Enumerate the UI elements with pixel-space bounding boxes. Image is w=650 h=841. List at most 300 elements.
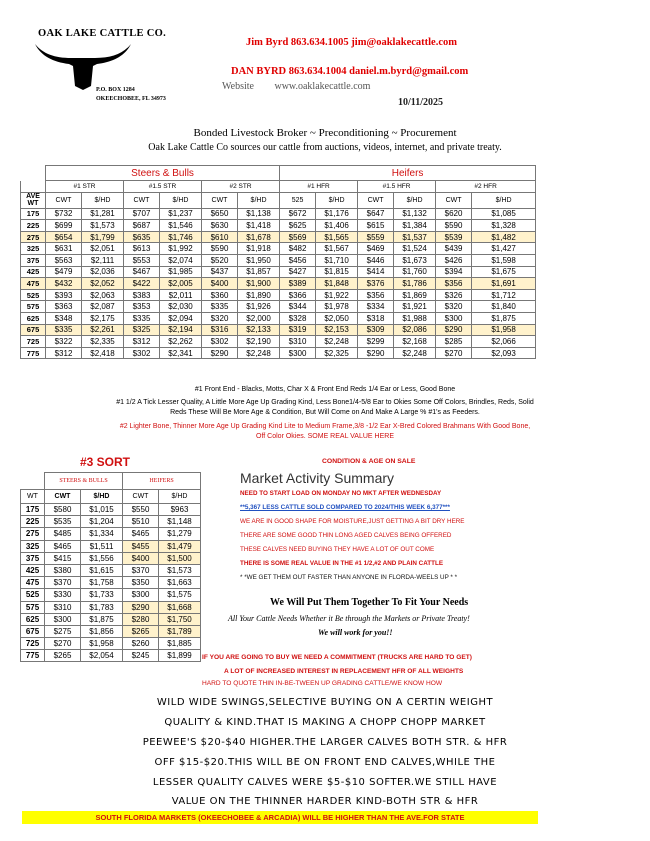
price-cell: $2,000 (238, 312, 280, 324)
price-cell: $469 (358, 243, 394, 255)
weight-cell: 375 (21, 552, 45, 564)
price-cell: $1,985 (160, 266, 202, 278)
website-line (222, 81, 370, 92)
weight-cell: 325 (21, 243, 46, 255)
price-cell: $2,133 (238, 324, 280, 336)
price-cell: $290 (358, 347, 394, 359)
price-cell: $1,710 (316, 254, 358, 266)
market-line: WE ARE IN GOOD SHAPE FOR MOISTURE,JUST GETTING A BIT DRY HERE (240, 518, 465, 525)
price-cell: $290 (202, 347, 238, 359)
price-cell: $1,988 (394, 312, 436, 324)
price-cell: $1,279 (159, 528, 201, 540)
price-cell: $1,760 (394, 266, 436, 278)
sort-row (21, 516, 201, 528)
weight-cell: 325 (21, 540, 45, 552)
price-cell: $380 (45, 564, 81, 576)
price-cell: $360 (202, 289, 238, 301)
price-cell: $310 (45, 601, 81, 613)
price-cell: $1,799 (82, 231, 124, 243)
price-cell: $2,418 (82, 347, 124, 359)
sort-3-table (20, 472, 201, 662)
price-cell: $2,087 (82, 301, 124, 313)
work-for-you: We will work for you!! (318, 628, 393, 637)
price-row (21, 254, 536, 266)
price-cell: $635 (124, 231, 160, 243)
price-row (21, 243, 536, 255)
price-cell: $455 (123, 540, 159, 552)
price-cell: $1,384 (394, 220, 436, 232)
weight-cell: 175 (21, 504, 45, 516)
price-cell: $400 (123, 552, 159, 564)
price-cell: $275 (45, 625, 81, 637)
price-cell: $285 (436, 336, 472, 348)
price-cell: $270 (436, 347, 472, 359)
price-cell: $1,922 (316, 289, 358, 301)
price-cell: $2,341 (160, 347, 202, 359)
weight-cell: 525 (21, 589, 45, 601)
price-cell: $1,575 (159, 589, 201, 601)
commentary-line: VALUE ON THE THINNER HARDER KIND-BOTH STR & HFR (171, 796, 479, 807)
weight-cell: 625 (21, 613, 45, 625)
price-cell: $1,750 (159, 613, 201, 625)
report-date: 10/11/2025 (398, 97, 444, 108)
price-cell: $1,840 (472, 301, 536, 313)
column-header: CWT (358, 192, 394, 208)
price-cell: $1,500 (159, 552, 201, 564)
price-cell: $1,678 (238, 231, 280, 243)
subgroup-label: #1 HFR (280, 181, 358, 193)
price-cell: $353 (124, 301, 160, 313)
price-cell: $2,066 (472, 336, 536, 348)
price-cell: $426 (436, 254, 472, 266)
price-cell: $2,052 (82, 278, 124, 290)
price-cell: $280 (123, 613, 159, 625)
price-cell: $613 (124, 243, 160, 255)
sort-row (21, 650, 201, 662)
sort-row (21, 552, 201, 564)
price-row (21, 289, 536, 301)
weight-cell: 475 (21, 577, 45, 589)
price-cell: $2,050 (316, 312, 358, 324)
price-cell: $335 (46, 324, 82, 336)
price-cell: $1,148 (159, 516, 201, 528)
price-cell: $1,615 (81, 564, 123, 576)
price-cell: $260 (123, 638, 159, 650)
price-cell: $650 (202, 208, 238, 220)
weight-cell: 525 (21, 289, 46, 301)
price-cell: $1,950 (238, 254, 280, 266)
column-header: $/HD (81, 490, 123, 504)
price-cell: $1,138 (238, 208, 280, 220)
price-cell: $1,712 (472, 289, 536, 301)
price-cell: $1,675 (472, 266, 536, 278)
price-row (21, 301, 536, 313)
weight-cell: 725 (21, 638, 45, 650)
price-row (21, 324, 536, 336)
price-cell: $316 (202, 324, 238, 336)
price-cell: $2,262 (160, 336, 202, 348)
price-cell: $270 (45, 638, 81, 650)
price-cell: $439 (436, 243, 472, 255)
weight-cell: 775 (21, 347, 46, 359)
price-cell: $615 (358, 220, 394, 232)
weight-cell: 225 (21, 220, 46, 232)
column-header: $/HD (472, 192, 536, 208)
subgroup-label: #2 STR (202, 181, 280, 193)
price-cell: $432 (46, 278, 82, 290)
price-cell: $1,875 (81, 613, 123, 625)
column-header: CWT (46, 192, 82, 208)
weight-cell: 275 (21, 231, 46, 243)
price-cell: $2,194 (160, 324, 202, 336)
price-cell: $300 (436, 312, 472, 324)
fit-needs-heading: We Will Put Them Together To Fit Your Needs (270, 597, 469, 608)
tagline: Bonded Livestock Broker ~ Preconditioning ~ Procurement (193, 127, 457, 139)
price-cell: $1,815 (316, 266, 358, 278)
price-cell: $1,921 (394, 301, 436, 313)
price-cell: $539 (436, 231, 472, 243)
price-cell: $535 (45, 516, 81, 528)
price-cell: $318 (358, 312, 394, 324)
weight-cell: 675 (21, 324, 46, 336)
price-row (21, 220, 536, 232)
price-cell: $707 (124, 208, 160, 220)
price-cell: $630 (202, 220, 238, 232)
price-cell: $265 (45, 650, 81, 662)
price-cell: $563 (46, 254, 82, 266)
hard-to-quote-note: HARD TO QUOTE THIN IN-BE-TWEEN UP GRADING CATTLE/WE KNOW HOW (202, 680, 443, 687)
price-cell: $2,248 (394, 347, 436, 359)
price-cell: $350 (123, 577, 159, 589)
price-cell: $482 (280, 243, 316, 255)
price-cell: $465 (123, 528, 159, 540)
price-cell: $1,085 (472, 208, 536, 220)
price-cell: $319 (280, 324, 316, 336)
mailing-address (96, 86, 166, 103)
price-cell: $437 (202, 266, 238, 278)
weight-cell: 175 (21, 208, 46, 220)
sub-tagline: Oak Lake Cattle Co sources our cattle from auctions, videos, internet, and private treaty. (148, 142, 502, 153)
price-cell: $647 (358, 208, 394, 220)
price-cell: $1,328 (472, 220, 536, 232)
price-table (20, 165, 536, 359)
price-cell: $2,054 (81, 650, 123, 662)
price-cell: $625 (280, 220, 316, 232)
price-row (21, 266, 536, 278)
price-cell: $1,334 (81, 528, 123, 540)
condition-note: CONDITION & AGE ON SALE (322, 458, 416, 465)
price-cell: $631 (46, 243, 82, 255)
price-cell: $2,063 (82, 289, 124, 301)
commentary-line: PEEWEE'S $20-$40 HIGHER.THE LARGER CALVES BOTH STR. & HFR (142, 737, 508, 748)
sort-row (21, 577, 201, 589)
sort-row (21, 601, 201, 613)
heifers-header: Heifers (280, 166, 536, 181)
price-cell: $485 (45, 528, 81, 540)
price-cell: $2,335 (82, 336, 124, 348)
market-summary-title: Market Activity Summary (240, 470, 395, 486)
price-cell: $325 (124, 324, 160, 336)
price-cell: $699 (46, 220, 82, 232)
price-cell: $302 (202, 336, 238, 348)
price-cell: $479 (46, 266, 82, 278)
sort-steers-header: STEERS & BULLS (45, 473, 123, 490)
weight-cell: 775 (21, 650, 45, 662)
price-cell: $1,958 (81, 638, 123, 650)
price-cell: $415 (45, 552, 81, 564)
price-cell: $400 (202, 278, 238, 290)
price-cell: $1,237 (160, 208, 202, 220)
market-line: **5,367 LESS CATTLE SOLD COMPARED TO 2024/THIS WEEK 6,377*** (240, 504, 450, 511)
weight-cell: 675 (21, 625, 45, 637)
price-cell: $654 (46, 231, 82, 243)
price-cell: $1,900 (238, 278, 280, 290)
price-cell: $1,663 (159, 577, 201, 589)
sort-row (21, 540, 201, 552)
price-cell: $465 (45, 540, 81, 552)
sort-row (21, 638, 201, 650)
price-cell: $1,015 (81, 504, 123, 516)
column-header: CWT (202, 192, 238, 208)
price-cell: $1,132 (394, 208, 436, 220)
sort-row (21, 589, 201, 601)
price-cell: $320 (436, 301, 472, 313)
price-cell: $553 (124, 254, 160, 266)
price-cell: $290 (123, 601, 159, 613)
price-cell: $1,511 (81, 540, 123, 552)
sort-3-table-body (21, 504, 201, 662)
price-cell: $2,030 (160, 301, 202, 313)
price-cell: $446 (358, 254, 394, 266)
price-cell: $312 (124, 336, 160, 348)
company-logo-text: OAK LAKE CATTLE CO. (38, 28, 167, 39)
price-cell: $1,479 (159, 540, 201, 552)
column-header: CWT (45, 490, 81, 504)
steers-header: Steers & Bulls (46, 166, 280, 181)
price-cell: $322 (46, 336, 82, 348)
grade-note-2b: Off Color Okies. SOME REAL VALUE HERE (256, 433, 394, 440)
commentary-line: WILD WIDE SWINGS,SELECTIVE BUYING ON A CERTIN WEIGHT (156, 697, 494, 708)
sort-row (21, 613, 201, 625)
price-cell: $2,074 (160, 254, 202, 266)
price-cell: $2,111 (82, 254, 124, 266)
column-header: CWT (123, 490, 159, 504)
price-cell: $290 (436, 324, 472, 336)
contact-dan-byrd[interactable]: DAN BYRD 863.634.1004 daniel.m.byrd@gmail.com (231, 66, 469, 77)
price-cell: $2,051 (82, 243, 124, 255)
market-line: NEED TO START LOAD ON MONDAY NO MKT AFTER WEDNESDAY (240, 490, 442, 497)
price-cell: $620 (436, 208, 472, 220)
price-cell: $394 (436, 266, 472, 278)
price-cell: $687 (124, 220, 160, 232)
market-line: THERE IS SOME REAL VALUE IN THE #1 1/2,#2 AND PLAIN CATTLE (240, 560, 444, 567)
price-cell: $1,537 (394, 231, 436, 243)
column-header: $/HD (160, 192, 202, 208)
price-cell: $1,427 (472, 243, 536, 255)
price-cell: $559 (358, 231, 394, 243)
price-cell: $520 (202, 254, 238, 266)
price-cell: $1,556 (81, 552, 123, 564)
weight-cell: 625 (21, 312, 46, 324)
price-cell: $312 (46, 347, 82, 359)
price-row (21, 231, 536, 243)
price-cell: $414 (358, 266, 394, 278)
price-cell: $1,992 (160, 243, 202, 255)
price-cell: $348 (46, 312, 82, 324)
price-cell: $383 (124, 289, 160, 301)
city-state: OKEECHOBEE, FL 34973 (96, 95, 166, 102)
price-cell: $590 (436, 220, 472, 232)
price-cell: $2,190 (238, 336, 280, 348)
price-cell: $389 (280, 278, 316, 290)
price-cell: $320 (202, 312, 238, 324)
price-row (21, 278, 536, 290)
market-line: THESE CALVES NEED BUYING THEY HAVE A LOT OF OUT COME (240, 546, 435, 553)
price-cell: $302 (124, 347, 160, 359)
price-cell: $2,175 (82, 312, 124, 324)
price-cell: $1,573 (159, 564, 201, 576)
weight-cell: 475 (21, 278, 46, 290)
price-cell: $334 (358, 301, 394, 313)
price-cell: $2,086 (394, 324, 436, 336)
price-cell: $569 (280, 231, 316, 243)
weight-cell: 425 (21, 564, 45, 576)
po-box: P.O. BOX 1284 (96, 87, 135, 93)
commentary-line: OFF $15-$20.THIS WILL BE ON FRONT END CALVES,WHILE THE (154, 757, 496, 768)
subgroup-label: #1.5 HFR (358, 181, 436, 193)
sort-row (21, 564, 201, 576)
weight-cell: 375 (21, 254, 46, 266)
price-cell: $1,890 (238, 289, 280, 301)
price-cell: $550 (123, 504, 159, 516)
website-link[interactable]: www.oaklakecattle.com (274, 81, 371, 92)
price-cell: $1,281 (82, 208, 124, 220)
price-cell: $732 (46, 208, 82, 220)
weight-cell: 275 (21, 528, 45, 540)
price-cell: $300 (45, 613, 81, 625)
price-cell: $1,885 (159, 638, 201, 650)
column-header: WT (21, 490, 45, 504)
price-cell: $356 (436, 278, 472, 290)
price-cell: $1,546 (160, 220, 202, 232)
contact-jim-byrd[interactable]: Jim Byrd 863.634.1005 jim@oaklakecattle.com (246, 37, 457, 48)
price-cell: $1,524 (394, 243, 436, 255)
sort-row (21, 625, 201, 637)
price-cell: $328 (280, 312, 316, 324)
price-cell: $1,691 (472, 278, 536, 290)
price-cell: $467 (124, 266, 160, 278)
price-cell: $370 (45, 577, 81, 589)
weight-cell: 575 (21, 601, 45, 613)
price-cell: $1,918 (238, 243, 280, 255)
column-header: $/HD (159, 490, 201, 504)
sort-heifers-header: HEIFERS (123, 473, 201, 490)
sort-3-title: #3 SORT (80, 455, 131, 469)
price-cell: $672 (280, 208, 316, 220)
price-cell: $1,176 (316, 208, 358, 220)
website-label: Website (222, 81, 254, 92)
price-row (21, 336, 536, 348)
market-line: * *WE GET THEM OUT FASTER THAN ANYONE IN FLORDA-WEELS UP * * (240, 574, 458, 581)
price-cell: $366 (280, 289, 316, 301)
price-cell: $1,899 (159, 650, 201, 662)
ave-wt-header: AVE WT (21, 192, 46, 208)
price-cell: $2,153 (316, 324, 358, 336)
longhorn-logo-icon (33, 40, 133, 90)
price-cell: $1,565 (316, 231, 358, 243)
price-cell: $2,036 (82, 266, 124, 278)
price-cell: $1,758 (81, 577, 123, 589)
price-cell: $1,746 (160, 231, 202, 243)
price-cell: $1,573 (82, 220, 124, 232)
column-header: CWT (124, 192, 160, 208)
price-cell: $1,856 (81, 625, 123, 637)
price-cell: $1,848 (316, 278, 358, 290)
price-cell: $310 (280, 336, 316, 348)
price-cell: $1,857 (238, 266, 280, 278)
grade-note-1: #1 Front End - Blacks, Motts, Char X & Front End Reds 1/4 Ear or Less, Good Bone (194, 386, 456, 393)
price-cell: $300 (280, 347, 316, 359)
price-cell: $2,093 (472, 347, 536, 359)
grade-note-2a: #2 Lighter Bone, Thinner More Age Up Grading Kind Lite to Medium Frame,3/8 -1/2 Ear X-Bred Colored Brahmans With Good Bone, (119, 423, 531, 430)
price-cell: $1,482 (472, 231, 536, 243)
price-cell: $610 (202, 231, 238, 243)
price-row (21, 312, 536, 324)
subgroup-label: #1.5 STR (124, 181, 202, 193)
price-table-body (21, 208, 536, 359)
weight-cell: 425 (21, 266, 46, 278)
grade-note-1-5a: #1 1/2 A Tick Lesser Quality, A Little More Age Up Grading Kind, Less Bone1/4-5/8 Ear to Okies Some Off Colors, Brindles, Reds, Solid (116, 399, 534, 406)
grade-note-1-5b: Reds These Will Be More Age & Condition, But Will Come on And Make A Large % #1's as Feeders. (170, 409, 480, 416)
price-cell: $265 (123, 625, 159, 637)
price-cell: $963 (159, 504, 201, 516)
price-cell: $309 (358, 324, 394, 336)
price-cell: $2,168 (394, 336, 436, 348)
commentary-line: QUALITY & KIND.THAT IS MAKING A CHOPP CHOPP MARKET (164, 717, 486, 728)
price-cell: $370 (123, 564, 159, 576)
price-cell: $580 (45, 504, 81, 516)
price-cell: $456 (280, 254, 316, 266)
column-header: $/HD (238, 192, 280, 208)
price-cell: $1,204 (81, 516, 123, 528)
price-cell: $245 (123, 650, 159, 662)
price-cell: $510 (123, 516, 159, 528)
price-cell: $1,786 (394, 278, 436, 290)
weight-cell: 225 (21, 516, 45, 528)
price-cell: $1,875 (472, 312, 536, 324)
south-florida-banner: SOUTH FLORIDA MARKETS (OKEECHOBEE & ARCADIA) WILL BE HIGHER THAN THE AVE.FOR STATE (22, 811, 538, 824)
fit-needs-subtext: All Your Cattle Needs Whether it Be through the Markets or Private Treaty! (228, 614, 470, 623)
price-cell: $1,926 (238, 301, 280, 313)
price-cell: $335 (124, 312, 160, 324)
column-header: 525 (280, 192, 316, 208)
price-cell: $1,978 (316, 301, 358, 313)
sort-row (21, 528, 201, 540)
price-cell: $422 (124, 278, 160, 290)
price-cell: $300 (123, 589, 159, 601)
price-cell: $1,733 (81, 589, 123, 601)
price-cell: $2,005 (160, 278, 202, 290)
price-cell: $1,958 (472, 324, 536, 336)
price-cell: $1,598 (472, 254, 536, 266)
column-header: $/HD (316, 192, 358, 208)
price-cell: $2,325 (316, 347, 358, 359)
price-row (21, 347, 536, 359)
price-cell: $2,261 (82, 324, 124, 336)
sort-row (21, 504, 201, 516)
price-cell: $330 (45, 589, 81, 601)
price-cell: $376 (358, 278, 394, 290)
